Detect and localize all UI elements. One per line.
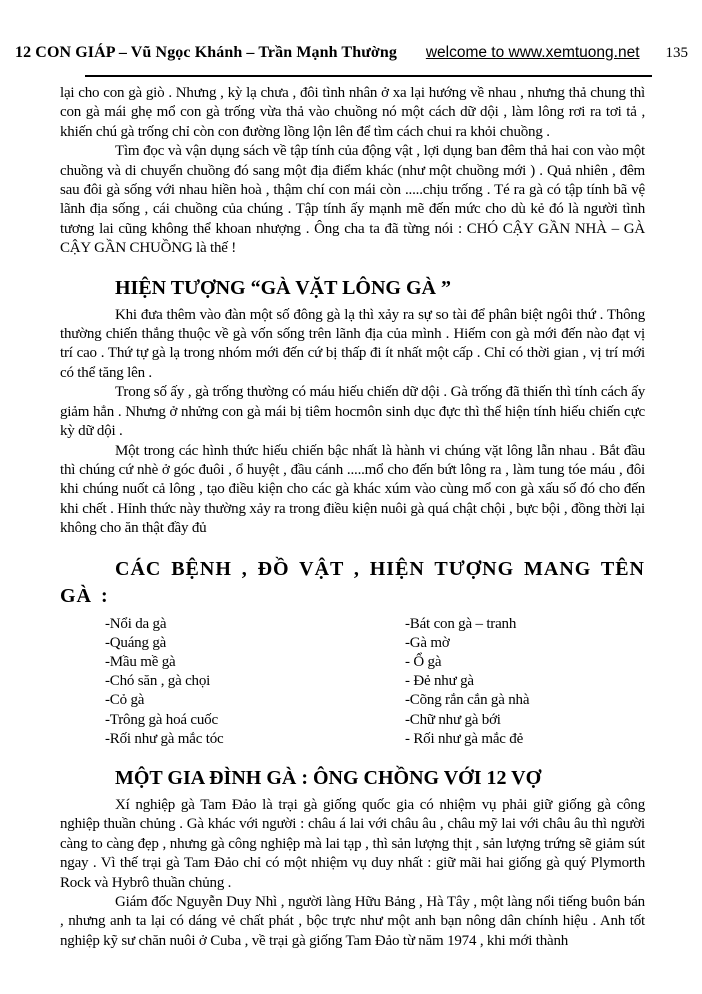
- list-row: [105, 672, 645, 691]
- list-item-right: - Ổ gà: [405, 653, 442, 670]
- list-item-right: -Gà mờ: [405, 634, 450, 651]
- website-link[interactable]: welcome to www.xemtuong.net: [425, 44, 640, 61]
- list-item-right: - Rối như gà mắc đẻ: [405, 730, 524, 747]
- territory-paragraph: Tìm đọc và vận dụng sách về tập tính của động vật , lợi dụng ban đêm thả hai con vào một chuồng và di chuyển chuồng đó sang một địa điểm khác (như một chuồng mới ) . Quả nhiên , đêm sau đôi gà sống với nhau hiền hoà , thậm chí con mái còn .....chịu trống . Té ra gà có tập tính bã vệ lãnh địa sống , cái chuồng của chúng . Tập tính ấy mạnh mẽ đến mức cho dù kẻ đó là người tình tương lai cũng không thể khoan nhượng . Ông cha ta đã từng nói : CHÓ CẬY GẦN NHÀ – GÀ CẬY GẦN CHUỒNG là thế !: [60, 143, 645, 257]
- list-row: [105, 691, 645, 710]
- list-item-left: -Rối như gà mắc tóc: [105, 730, 224, 747]
- page-content: [60, 84, 645, 951]
- list-item-left: -Trông gà hoá cuốc: [105, 711, 218, 728]
- list-item-left: -Quáng gà: [105, 634, 167, 651]
- header-divider: [85, 75, 652, 77]
- heading-mot-gia-dinh-ga: MỘT GIA ĐÌNH GÀ : ÔNG CHỒNG VỚI 12 VỢ: [115, 766, 542, 789]
- intro-continuation-paragraph: lại cho con gà giò . Nhưng , kỳ lạ chưa , đôi tình nhân ở xa lại hướng về nhau , nhưng thả chung thì con gà mái ghẹ mổ con gà trống vừa thả vào chuồng nó một cách dữ dội , làm lông rơi ra tơi tả , khiến chú gà trống chỉ còn con đường lồng lộn lên để tìm cách chui ra khỏi chuồng .: [60, 85, 645, 140]
- farm-paragraph: Xí nghiệp gà Tam Đảo là trại gà giống quốc gia có nhiệm vụ phải giữ giống gà công nghiệp thuần chủng . Gà khác với người : châu á lai với châu âu , châu mỹ lai với châu âu thì người càng to càng đẹp , nhưng gà công nghiệp mà lai tạp , thì sản lượng thịt , sản lượng trứng sẽ giảm sút ngay . Vì thế trại gà Tam Đảo chỉ có một nhiệm vụ duy nhất : giữ mãi hai giống gà quý Plymorth Rock và Hybrô thuần chủng .: [60, 796, 645, 891]
- list-row: [105, 730, 645, 749]
- list-item-right: - Đẻ như gà: [405, 673, 474, 690]
- feather-pecking-paragraph: Một trong các hình thức hiếu chiến bậc nhất là hành vi chúng vặt lông lẫn nhau . Bắt đầu thì chúng cứ nhè ở góc đuôi , ổ huyệt , đầu cánh .....mổ cho đến bứt lông ra , làm tung tóe máu , đôi khi chúng nuốt cả lông , tạo điều kiện cho các gà khác xúm vào cùng mổ con gà xấu số đó cho đến khi chết . Hỉnh thức này thường xảy ra trong điều kiện nuôi gà quá chật chội , bực bội , đồng thời lại không cho ăn thật đầy đủ: [60, 442, 645, 537]
- ga-terms-list: [105, 615, 645, 749]
- heading-hien-tuong-ga-vat-long-ga: HIỆN TƯỢNG “GÀ VẶT LÔNG GÀ ”: [115, 276, 451, 299]
- book-title: 12 CON GIÁP – Vũ Ngọc Khánh – Trần Mạnh Thường: [15, 44, 397, 61]
- list-item-left: -Cỏ gà: [105, 692, 145, 709]
- list-row: [105, 615, 645, 634]
- list-item-right: -Cõng rắn cắn gà nhà: [405, 692, 530, 709]
- ranking-paragraph: Khi đưa thêm vào đàn một số đông gà lạ thì xảy ra sự so tài để phân biệt ngôi thứ . Thông thường chiến thắng thuộc về gà vốn sống trên lãnh địa của mình . Hiếm con gà mới đến nào đạt vị trí cao . Thứ tự gà lạ trong nhóm mới đến cứ bị thấp đi ít nhất một cấp . Chỉ có thời gian , vị trí mới có thể tăng lên .: [60, 306, 645, 381]
- page-header: [0, 0, 702, 62]
- list-row: [105, 634, 645, 653]
- heading-cac-benh-do-vat: CÁC BỆNH , ĐỒ VẬT , HIỆN TƯỢNG MANG TÊN GÀ :: [60, 557, 645, 607]
- list-row: [105, 653, 645, 672]
- director-paragraph: Giám đốc Nguyễn Duy Nhì , người làng Hữu Bảng , Hà Tây , một làng nổi tiếng buôn bán , nhưng anh ta lại có dáng vẻ chất phát , bộc trực như một anh bạn nông dân chính hiệu . Anh tốt nghiệp kỹ sư chăn nuôi ở Cuba , về trại gà giống Tam Đảo từ năm 1974 , khi mới thành: [60, 893, 645, 949]
- aggression-paragraph: Trong số ấy , gà trống thường có máu hiếu chiến dữ dội . Gà trống đã thiến thì tính cách ấy giảm hẳn . Nhưng ở nhửng con gà mái bị tiêm hocmôn sinh dục đực thì thể hiện tính hiếu chiến cực kỳ dữ dội .: [60, 384, 645, 440]
- list-item-right: -Bát con gà – tranh: [405, 615, 517, 632]
- list-item-left: -Chó săn , gà chọi: [105, 673, 211, 690]
- list-item-left: -Mầu mề gà: [105, 653, 176, 670]
- list-row: [105, 711, 645, 730]
- page-number: 135: [665, 45, 688, 61]
- list-item-right: -Chữ như gà bới: [405, 711, 501, 728]
- list-item-left: -Nổi da gà: [105, 615, 167, 632]
